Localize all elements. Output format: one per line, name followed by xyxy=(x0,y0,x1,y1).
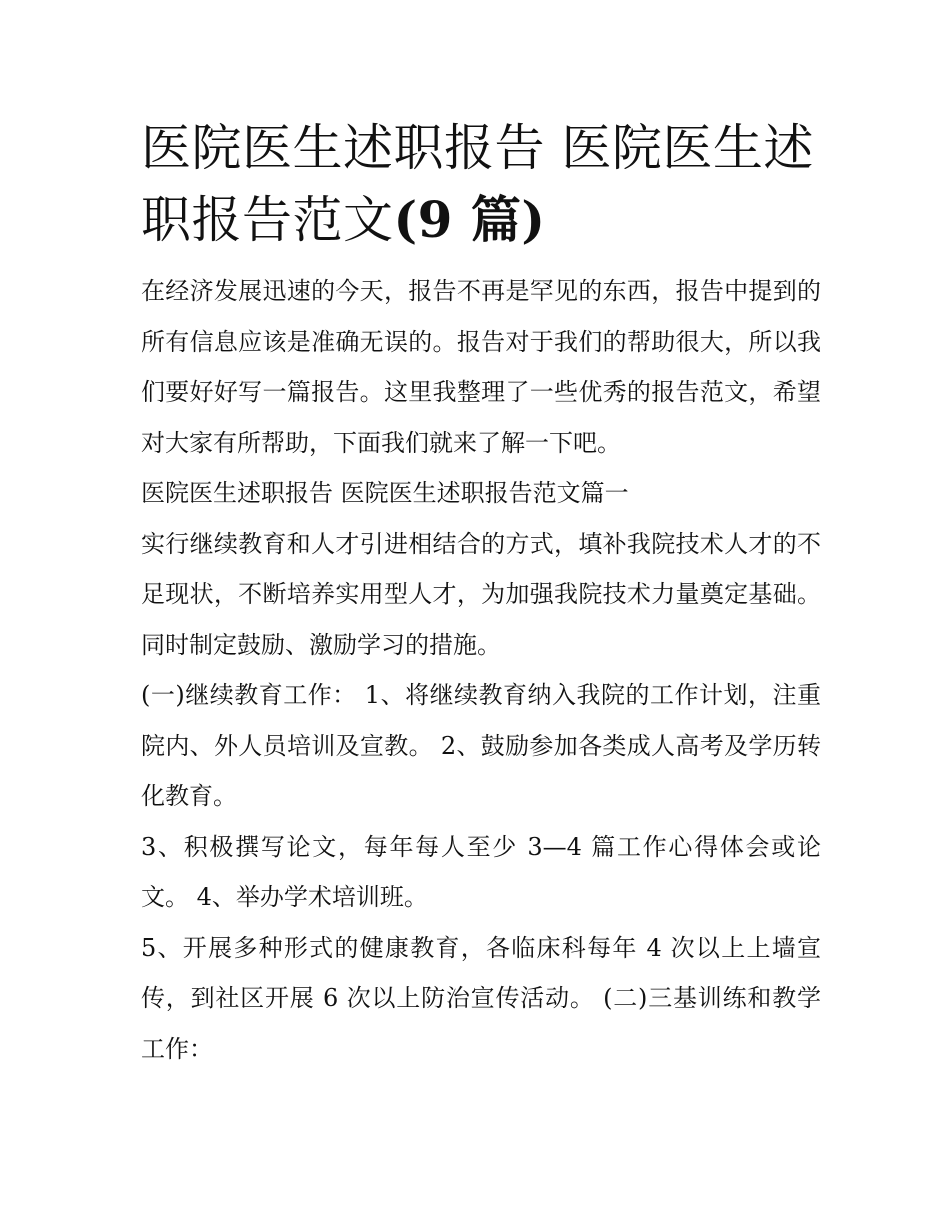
body-paragraph: 5、开展多种形式的健康教育，各临床科每年 4 次以上上墙宣传，到社区开展 6 次以上防治宣传活动。 (二)三基训练和教学工作： xyxy=(141,933,821,1063)
section-heading: 医院医生述职报告 医院医生述职报告范文篇一 xyxy=(141,479,629,507)
title-main-text: 医院医生述职报告 医院医生述职报告范文 xyxy=(141,119,814,249)
intro-paragraph: 在经济发展迅速的今天，报告不再是罕见的东西，报告中提到的所有信息应该是准确无误的。报告对于我们的帮助很大，所以我们要好好写一篇报告。这里我整理了一些优秀的报告范文，希望对大家有所帮助，下面我们就来了解一下吧。 xyxy=(141,277,821,457)
document-page xyxy=(141,112,821,1074)
document-title xyxy=(141,112,821,256)
body-paragraph: 实行继续教育和人才引进相结合的方式，填补我院技术人才的不足现状，不断培养实用型人才，为加强我院技术力量奠定基础。同时制定鼓励、激励学习的措施。 xyxy=(141,529,821,659)
title-count-text: (9 篇) xyxy=(393,190,546,249)
body-paragraph: (一)继续教育工作： 1、将继续教育纳入我院的工作计划，注重院内、外人员培训及宣教。 2、鼓励参加各类成人高考及学历转化教育。 xyxy=(141,681,821,810)
body-paragraph: 3、积极撰写论文，每年每人至少 3—4 篇工作心得体会或论文。 4、举办学术培训班。 xyxy=(141,832,821,911)
